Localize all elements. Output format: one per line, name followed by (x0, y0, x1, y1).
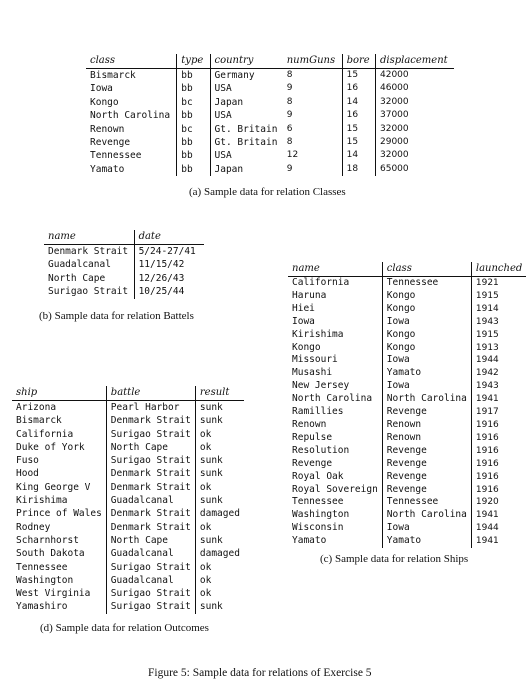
table-cell: Tennessee (382, 277, 471, 290)
table-cell: bb (177, 69, 210, 83)
table-cell: Revenge (382, 406, 471, 419)
table-cell: 1916 (471, 458, 526, 471)
table-cell: Gt. Britain (210, 123, 283, 136)
table-cell: Wisconsin (292, 522, 344, 534)
table-cell: 1913 (471, 342, 526, 355)
table-cell: North Cape (48, 272, 106, 284)
table-row (288, 316, 526, 329)
table-cell: 1921 (471, 277, 526, 290)
table-cell: Kongo (382, 303, 471, 316)
table-cell: Denmark Strait (106, 414, 195, 427)
table-cell: Scharnhorst (16, 534, 79, 546)
table-cell: 16 (342, 109, 375, 122)
table-cell: Kongo (382, 329, 471, 342)
table-cell: North Cape (106, 534, 195, 547)
table-row (288, 342, 526, 355)
table-cell: Kirishima (16, 495, 68, 507)
table-cell: damaged (195, 507, 244, 520)
table-cell: West Virginia (16, 588, 91, 600)
column-header: date (134, 230, 204, 245)
table-cell: Arizona (16, 402, 57, 413)
table-cell: 1916 (471, 419, 526, 432)
table-row (86, 163, 454, 176)
table-cell: 32000 (376, 149, 455, 162)
table-cell: bb (177, 163, 210, 176)
table-cell: Bismarck (90, 70, 136, 81)
classes-caption: (a) Sample data for relation Classes (189, 186, 346, 198)
table-cell: Hiei (292, 302, 315, 314)
table-row (288, 522, 526, 535)
table-row (86, 96, 454, 109)
table-cell: North Carolina (382, 509, 471, 522)
table-cell: sunk (195, 414, 244, 427)
column-header: country (210, 54, 283, 69)
table-cell: Yamato (382, 535, 471, 548)
table-row (12, 467, 244, 480)
table-row (288, 535, 526, 548)
table-cell: Fuso (16, 455, 39, 467)
table-cell: Iowa (382, 316, 471, 329)
table-cell: Bismarck (16, 415, 62, 427)
table-cell: 1914 (471, 303, 526, 316)
battles-caption: (b) Sample data for relation Battels (39, 310, 194, 322)
table-row (12, 534, 244, 547)
table-cell: 1916 (471, 445, 526, 458)
table-cell: 1941 (471, 535, 526, 548)
table-cell: Surigao Strait (106, 454, 195, 467)
table-cell: USA (210, 149, 283, 162)
table-cell: Renown (382, 419, 471, 432)
table-cell: Kongo (382, 290, 471, 303)
column-header: type (177, 54, 210, 69)
table-cell: Surigao Strait (106, 561, 195, 574)
table-cell: 15 (342, 69, 375, 83)
table-cell: ok (195, 587, 244, 600)
table-row (288, 290, 526, 303)
table-cell: Haruna (292, 289, 327, 301)
table-cell: 29000 (376, 136, 455, 149)
table-row (288, 367, 526, 380)
table-cell: Revenge (382, 445, 471, 458)
table-cell: 1944 (471, 522, 526, 535)
table-cell: 1941 (471, 393, 526, 406)
table-row (12, 574, 244, 587)
table-row (44, 245, 204, 259)
table-cell: 9 (286, 83, 293, 94)
table-cell: 10/25/44 (134, 285, 204, 298)
table-cell: Yamashiro (16, 601, 68, 613)
table-cell: Denmark Strait (48, 246, 129, 257)
table-cell: 1915 (471, 290, 526, 303)
table-cell: 46000 (376, 82, 455, 95)
table-cell: USA (210, 82, 283, 95)
table-cell: sunk (195, 467, 244, 480)
table-cell: Guadalcanal (106, 574, 195, 587)
table-cell: 12 (286, 150, 299, 161)
table-cell: Tennessee (292, 496, 344, 508)
table-cell: Germany (210, 69, 283, 83)
table-cell: Kongo (292, 341, 321, 353)
table-cell: 1916 (471, 432, 526, 445)
table-cell: sunk (195, 534, 244, 547)
table-row (288, 445, 526, 458)
table-cell: King George V (16, 481, 91, 493)
table-cell: 11/15/42 (134, 258, 204, 271)
table-row (12, 587, 244, 600)
table-cell: 14 (342, 149, 375, 162)
table-cell: ok (195, 561, 244, 574)
table-row (86, 149, 454, 162)
table-cell: North Carolina (382, 393, 471, 406)
column-header: bore (342, 54, 375, 69)
table-cell: USA (210, 109, 283, 122)
table-cell: North Carolina (90, 110, 171, 122)
table-row (44, 285, 204, 298)
table-row (12, 481, 244, 494)
table-cell: sunk (195, 600, 244, 613)
table-cell: 15 (342, 136, 375, 149)
table-cell: bb (177, 149, 210, 162)
table-cell: sunk (195, 401, 244, 415)
table-row (86, 123, 454, 136)
column-header: name (288, 262, 382, 277)
table-row (288, 393, 526, 406)
table-cell: bc (177, 96, 210, 109)
table-cell: Guadalcanal (106, 547, 195, 560)
table-cell: South Dakota (16, 548, 85, 560)
ships-table (288, 262, 526, 548)
table-cell: 1915 (471, 329, 526, 342)
table-row (288, 496, 526, 509)
table-cell: Denmark Strait (106, 521, 195, 534)
table-header-row (44, 230, 204, 245)
table-cell: Surigao Strait (48, 286, 129, 298)
table-cell: Yamato (292, 535, 327, 547)
table-cell: ok (195, 521, 244, 534)
table-cell: Surigao Strait (106, 600, 195, 613)
table-cell: 65000 (376, 163, 455, 176)
table-cell: Surigao Strait (106, 587, 195, 600)
table-cell: Royal Oak (292, 470, 344, 482)
table-cell: 1917 (471, 406, 526, 419)
table-cell: Surigao Strait (106, 428, 195, 441)
table-cell: bb (177, 82, 210, 95)
table-header-row (86, 54, 454, 69)
table-cell: Royal Sovereign (292, 483, 378, 495)
table-row (44, 258, 204, 271)
table-cell: 6 (286, 123, 293, 134)
table-row (12, 561, 244, 574)
table-row (12, 521, 244, 534)
table-cell: Iowa (292, 315, 315, 327)
table-cell: 32000 (376, 96, 455, 109)
table-cell: 1916 (471, 484, 526, 497)
table-cell: Kongo (90, 96, 119, 108)
column-header: displacement (376, 54, 455, 69)
table-cell: 8 (286, 70, 293, 80)
ships-caption: (c) Sample data for relation Ships (320, 553, 469, 565)
table-cell: Rodney (16, 521, 51, 533)
table-cell: Revenge (382, 471, 471, 484)
table-cell: North Carolina (292, 393, 373, 405)
table-cell: Duke of York (16, 441, 85, 453)
table-cell: Revenge (90, 137, 131, 149)
table-cell: ok (195, 428, 244, 441)
table-cell: Prince of Wales (16, 508, 102, 520)
table-cell: Kongo (382, 342, 471, 355)
table-cell: Revenge (292, 457, 333, 469)
table-row (288, 406, 526, 419)
table-row (12, 547, 244, 560)
table-cell: Repulse (292, 431, 333, 443)
table-cell: California (292, 277, 350, 288)
column-header: result (195, 386, 244, 401)
table-cell: ok (195, 441, 244, 454)
figure-caption: Figure 5: Sample data for relations of Exercise 5 (148, 667, 372, 679)
table-cell: Kirishima (292, 328, 344, 340)
column-header: class (382, 262, 471, 277)
table-cell: 9 (286, 110, 293, 121)
table-row (12, 428, 244, 441)
table-row (44, 272, 204, 285)
table-row (288, 419, 526, 432)
table-cell: Ramillies (292, 406, 344, 418)
table-cell: 14 (342, 96, 375, 109)
table-cell: Renown (90, 123, 125, 135)
table-cell: Japan (210, 96, 283, 109)
table-row (288, 432, 526, 445)
table-cell: Guadalcanal (48, 259, 111, 271)
table-cell: Revenge (382, 458, 471, 471)
table-cell: Denmark Strait (106, 481, 195, 494)
table-cell: 5/24-27/41 (134, 245, 204, 259)
table-cell: Washington (16, 574, 74, 586)
table-row (288, 484, 526, 497)
table-cell: ok (195, 481, 244, 494)
table-row (86, 82, 454, 95)
table-cell: Yamato (382, 367, 471, 380)
table-row (86, 109, 454, 122)
table-cell: damaged (195, 547, 244, 560)
table-cell: New Jersey (292, 380, 350, 392)
table-row (12, 507, 244, 520)
table-cell: Iowa (382, 380, 471, 393)
table-cell: 1942 (471, 367, 526, 380)
table-cell: bb (177, 136, 210, 149)
table-cell: 1941 (471, 509, 526, 522)
table-cell: Tennessee (382, 496, 471, 509)
table-cell: Gt. Britain (210, 136, 283, 149)
table-cell: 18 (342, 163, 375, 176)
table-cell: 1944 (471, 354, 526, 367)
table-cell: sunk (195, 454, 244, 467)
table-row (288, 277, 526, 290)
table-cell: Denmark Strait (106, 507, 195, 520)
table-cell: Washington (292, 509, 350, 521)
table-cell: North Cape (106, 441, 195, 454)
table-cell: bb (177, 109, 210, 122)
table-row (288, 380, 526, 393)
table-cell: Missouri (292, 354, 338, 366)
table-cell: 8 (286, 96, 293, 107)
table-cell: Renown (292, 418, 327, 430)
table-cell: Denmark Strait (106, 467, 195, 480)
table-row (12, 600, 244, 613)
column-header: launched (471, 262, 526, 277)
table-cell: 9 (286, 163, 293, 174)
table-cell: 1916 (471, 471, 526, 484)
table-cell: 1920 (471, 496, 526, 509)
table-cell: Japan (210, 163, 283, 176)
table-cell: 32000 (376, 123, 455, 136)
table-cell: Yamato (90, 163, 125, 175)
table-cell: 37000 (376, 109, 455, 122)
table-row (288, 509, 526, 522)
table-cell: Guadalcanal (106, 494, 195, 507)
outcomes-table (12, 386, 244, 614)
table-row (12, 494, 244, 507)
table-cell: Hood (16, 468, 39, 480)
table-cell: 15 (342, 123, 375, 136)
table-cell: Musashi (292, 367, 333, 379)
table-header-row (288, 262, 526, 277)
table-cell: Iowa (90, 83, 113, 95)
table-cell: 1943 (471, 316, 526, 329)
table-row (12, 414, 244, 427)
table-row (288, 458, 526, 471)
table-cell: 8 (286, 137, 293, 148)
column-header: ship (12, 386, 106, 401)
table-cell: Tennessee (90, 150, 142, 162)
table-cell: Revenge (382, 484, 471, 497)
outcomes-caption: (d) Sample data for relation Outcomes (40, 622, 209, 634)
column-header: name (44, 230, 134, 245)
table-row (86, 136, 454, 149)
column-header: battle (106, 386, 195, 401)
classes-table (86, 54, 454, 176)
column-header: numGuns (283, 54, 342, 69)
table-cell: bc (177, 123, 210, 136)
table-row (288, 303, 526, 316)
table-cell: Renown (382, 432, 471, 445)
table-row (86, 69, 454, 83)
column-header: class (86, 54, 177, 69)
table-cell: California (16, 428, 74, 440)
table-row (12, 401, 244, 415)
table-row (288, 354, 526, 367)
table-cell: 16 (342, 82, 375, 95)
table-row (288, 471, 526, 484)
battles-table (44, 230, 204, 299)
table-row (12, 454, 244, 467)
table-cell: Resolution (292, 444, 350, 456)
table-cell: ok (195, 574, 244, 587)
table-row (12, 441, 244, 454)
table-cell: 1943 (471, 380, 526, 393)
table-header-row (12, 386, 244, 401)
table-cell: Tennessee (16, 561, 68, 573)
table-cell: Iowa (382, 522, 471, 535)
table-cell: Iowa (382, 354, 471, 367)
table-cell: 42000 (376, 69, 455, 83)
table-cell: sunk (195, 494, 244, 507)
table-row (288, 329, 526, 342)
table-cell: Pearl Harbor (106, 401, 195, 415)
table-cell: 12/26/43 (134, 272, 204, 285)
